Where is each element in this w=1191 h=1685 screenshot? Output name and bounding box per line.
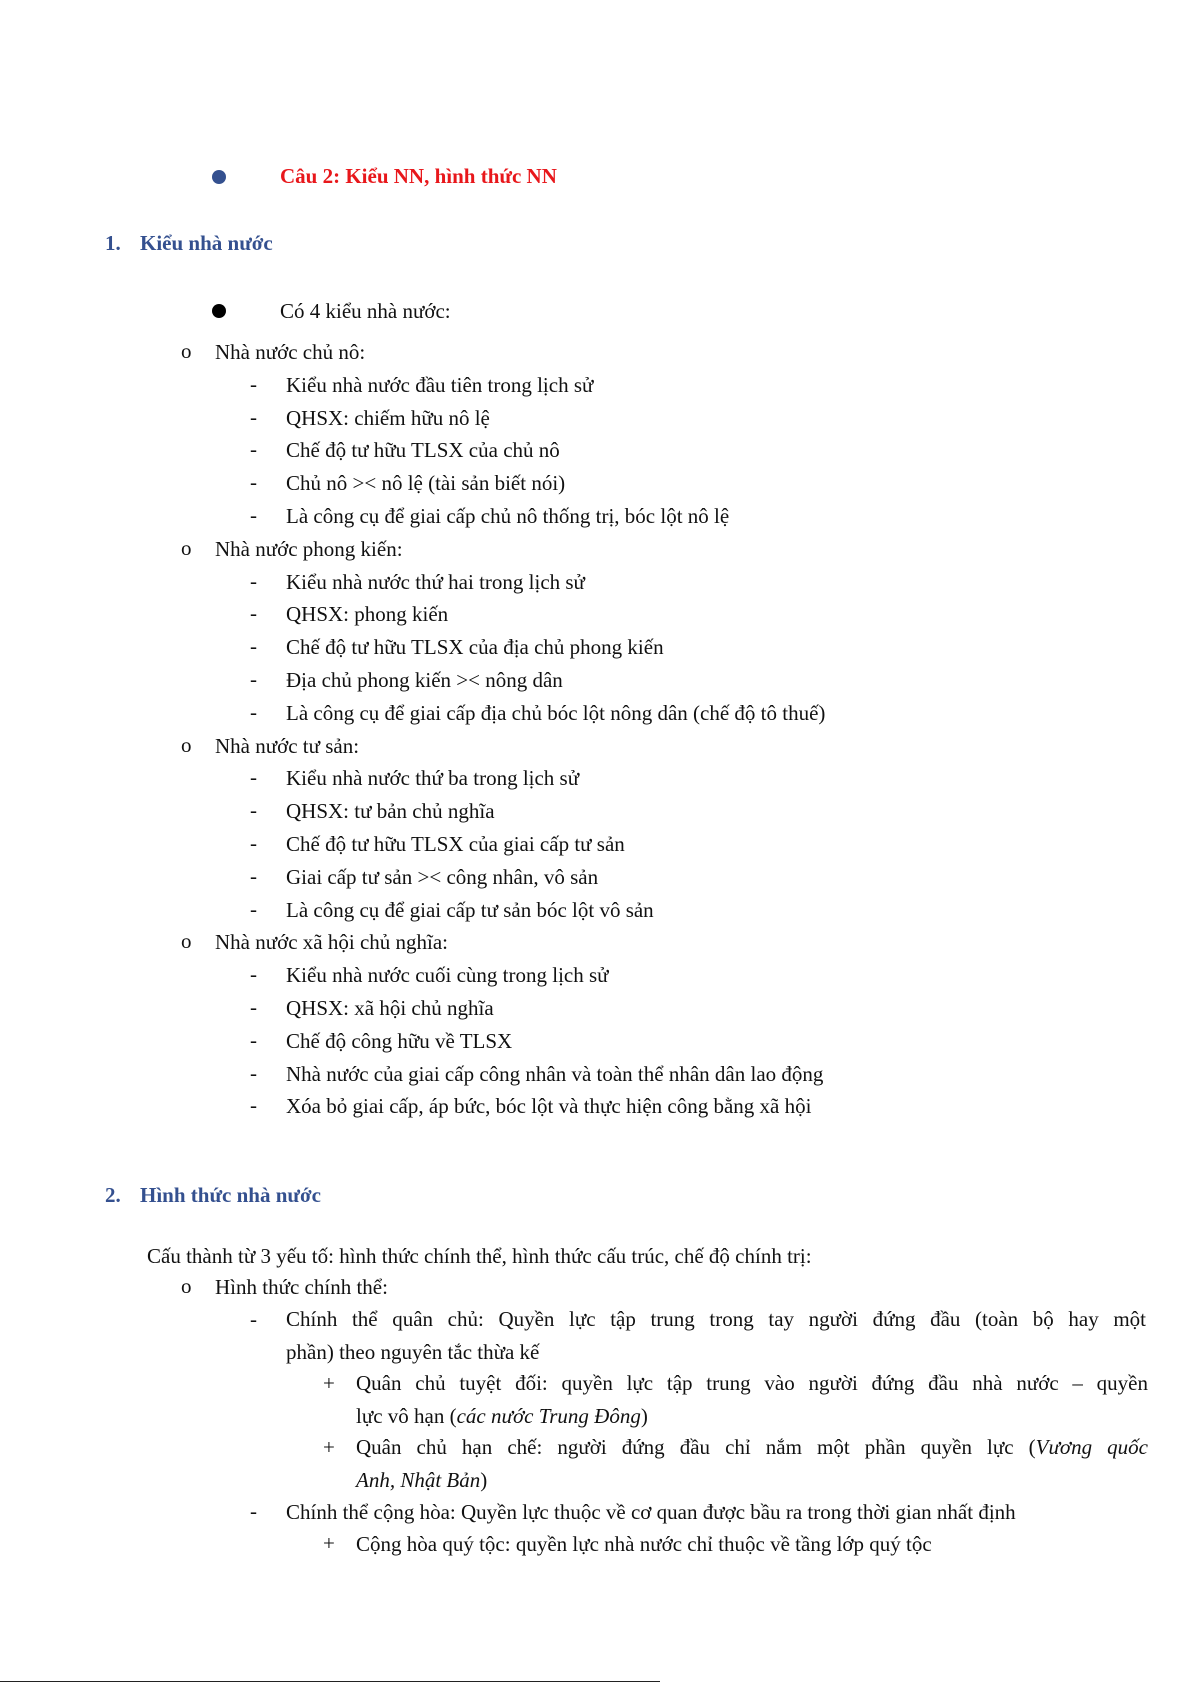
dash-marker: - <box>250 634 257 659</box>
absolute-monarchy-line-1: Quân chủ tuyệt đối: quyền lực tập trung vào người đứng đầu nhà nước – quyền <box>356 1371 1148 1395</box>
dash-marker: - <box>250 863 257 888</box>
dash-marker: - <box>250 404 257 429</box>
state-type-heading: Nhà nước xã hội chủ nghĩa: <box>215 930 449 955</box>
blue-bullet-icon <box>212 170 226 184</box>
section2-intro: Cấu thành từ 3 yếu tố: hình thức chính thể, hình thức cấu trúc, chế độ chính trị: <box>147 1244 812 1268</box>
dash-marker: - <box>250 1093 257 1118</box>
footer-divider <box>0 1681 660 1682</box>
dash-marker: - <box>250 503 257 527</box>
circle-marker: o <box>181 535 192 560</box>
state-type-item: Chế độ tư hữu TLSX của chủ nô <box>286 438 560 463</box>
circle-marker: o <box>181 1274 192 1298</box>
limited-monarchy-line-2: Anh, Nhật Bản) <box>356 1468 488 1492</box>
dash-marker: - <box>250 995 257 1019</box>
state-type-heading: Nhà nước tư sản: <box>215 733 360 758</box>
state-type-item: Là công cụ để giai cấp tư sản bóc lột vô sản <box>286 897 654 922</box>
section1-intro: Có 4 kiểu nhà nước: <box>280 299 451 323</box>
dash-marker: - <box>250 1499 257 1523</box>
state-type-item: QHSX: xã hội chủ nghĩa <box>286 996 494 1020</box>
section1-number: 1. <box>105 231 121 255</box>
state-type-heading: Nhà nước chủ nô: <box>215 340 366 364</box>
black-bullet-icon <box>212 304 226 318</box>
dash-marker: - <box>250 667 257 691</box>
republic-line: Chính thể cộng hòa: Quyền lực thuộc về cơ quan được bầu ra trong thời gian nhất định <box>286 1500 1016 1524</box>
dash-marker: - <box>250 470 257 495</box>
circle-marker: o <box>181 929 192 954</box>
state-type-item: QHSX: tư bản chủ nghĩa <box>286 799 495 824</box>
dash-marker: - <box>250 1307 257 1331</box>
plus-marker: + <box>323 1435 335 1459</box>
section2-number: 2. <box>105 1183 121 1207</box>
dash-marker: - <box>250 601 257 626</box>
circle-marker: o <box>181 339 192 363</box>
limited-monarchy-line-1: Quân chủ hạn chế: người đứng đầu chỉ nắm một phần quyền lực (Vương quốc <box>356 1435 1148 1459</box>
state-type-item: Chế độ tư hữu TLSX của địa chủ phong kiến <box>286 635 664 660</box>
section1-title: Kiểu nhà nước <box>140 231 273 255</box>
state-type-item: Xóa bỏ giai cấp, áp bức, bóc lột và thực hiện công bằng xã hội <box>286 1094 812 1119</box>
plus-marker: + <box>323 1371 335 1395</box>
circle-marker: o <box>181 732 192 757</box>
dash-marker: - <box>250 1060 257 1085</box>
dash-marker: - <box>250 896 257 921</box>
state-type-item: Kiểu nhà nước thứ ba trong lịch sử <box>286 766 580 791</box>
dash-marker: - <box>250 962 257 987</box>
state-type-item: Là công cụ để giai cấp chủ nô thống trị, bóc lột nô lệ <box>286 504 730 528</box>
state-type-item: Là công cụ để giai cấp địa chủ bóc lột nông dân (chế độ tô thuế) <box>286 700 826 725</box>
dash-marker: - <box>250 699 257 724</box>
plus-marker: + <box>323 1531 335 1555</box>
state-type-item: QHSX: chiếm hữu nô lệ <box>286 405 490 430</box>
section2-title: Hình thức nhà nước <box>140 1183 321 1207</box>
state-type-item: Kiểu nhà nước thứ hai trong lịch sử <box>286 569 585 594</box>
question-title: Câu 2: Kiểu NN, hình thức NN <box>280 164 557 188</box>
dash-marker: - <box>250 437 257 462</box>
dash-marker: - <box>250 765 257 790</box>
dash-marker: - <box>250 831 257 855</box>
state-type-item: Chế độ công hữu về TLSX <box>286 1028 513 1053</box>
absolute-monarchy-line-2: lực vô hạn (các nước Trung Đông) <box>356 1404 648 1428</box>
state-type-item: Kiểu nhà nước cuối cùng trong lịch sử <box>286 963 609 988</box>
monarchy-line-1: Chính thể quân chủ: Quyền lực tập trung trong tay người đứng đầu (toàn bộ hay một <box>286 1307 1146 1331</box>
dash-marker: - <box>250 1027 257 1052</box>
monarchy-line-2: phần) theo nguyên tắc thừa kế <box>286 1340 540 1364</box>
state-type-item: Chủ nô >< nô lệ (tài sản biết nói) <box>286 471 566 496</box>
state-type-item: Kiểu nhà nước đầu tiên trong lịch sử <box>286 372 594 397</box>
dash-marker: - <box>250 371 257 396</box>
state-type-item: Địa chủ phong kiến >< nông dân <box>286 668 563 692</box>
state-type-heading: Nhà nước phong kiến: <box>215 536 403 561</box>
state-type-item: Giai cấp tư sản >< công nhân, vô sản <box>286 864 599 889</box>
state-type-item: QHSX: phong kiến <box>286 602 449 627</box>
dash-marker: - <box>250 798 257 823</box>
state-type-item: Chế độ tư hữu TLSX của giai cấp tư sản <box>286 832 625 856</box>
aristocratic-republic-line: Cộng hòa quý tộc: quyền lực nhà nước chỉ thuộc về tầng lớp quý tộc <box>356 1532 932 1556</box>
state-type-item: Nhà nước của giai cấp công nhân và toàn thể nhân dân lao động <box>286 1061 824 1086</box>
section2-group-heading: Hình thức chính thể: <box>215 1275 388 1299</box>
dash-marker: - <box>250 568 257 593</box>
